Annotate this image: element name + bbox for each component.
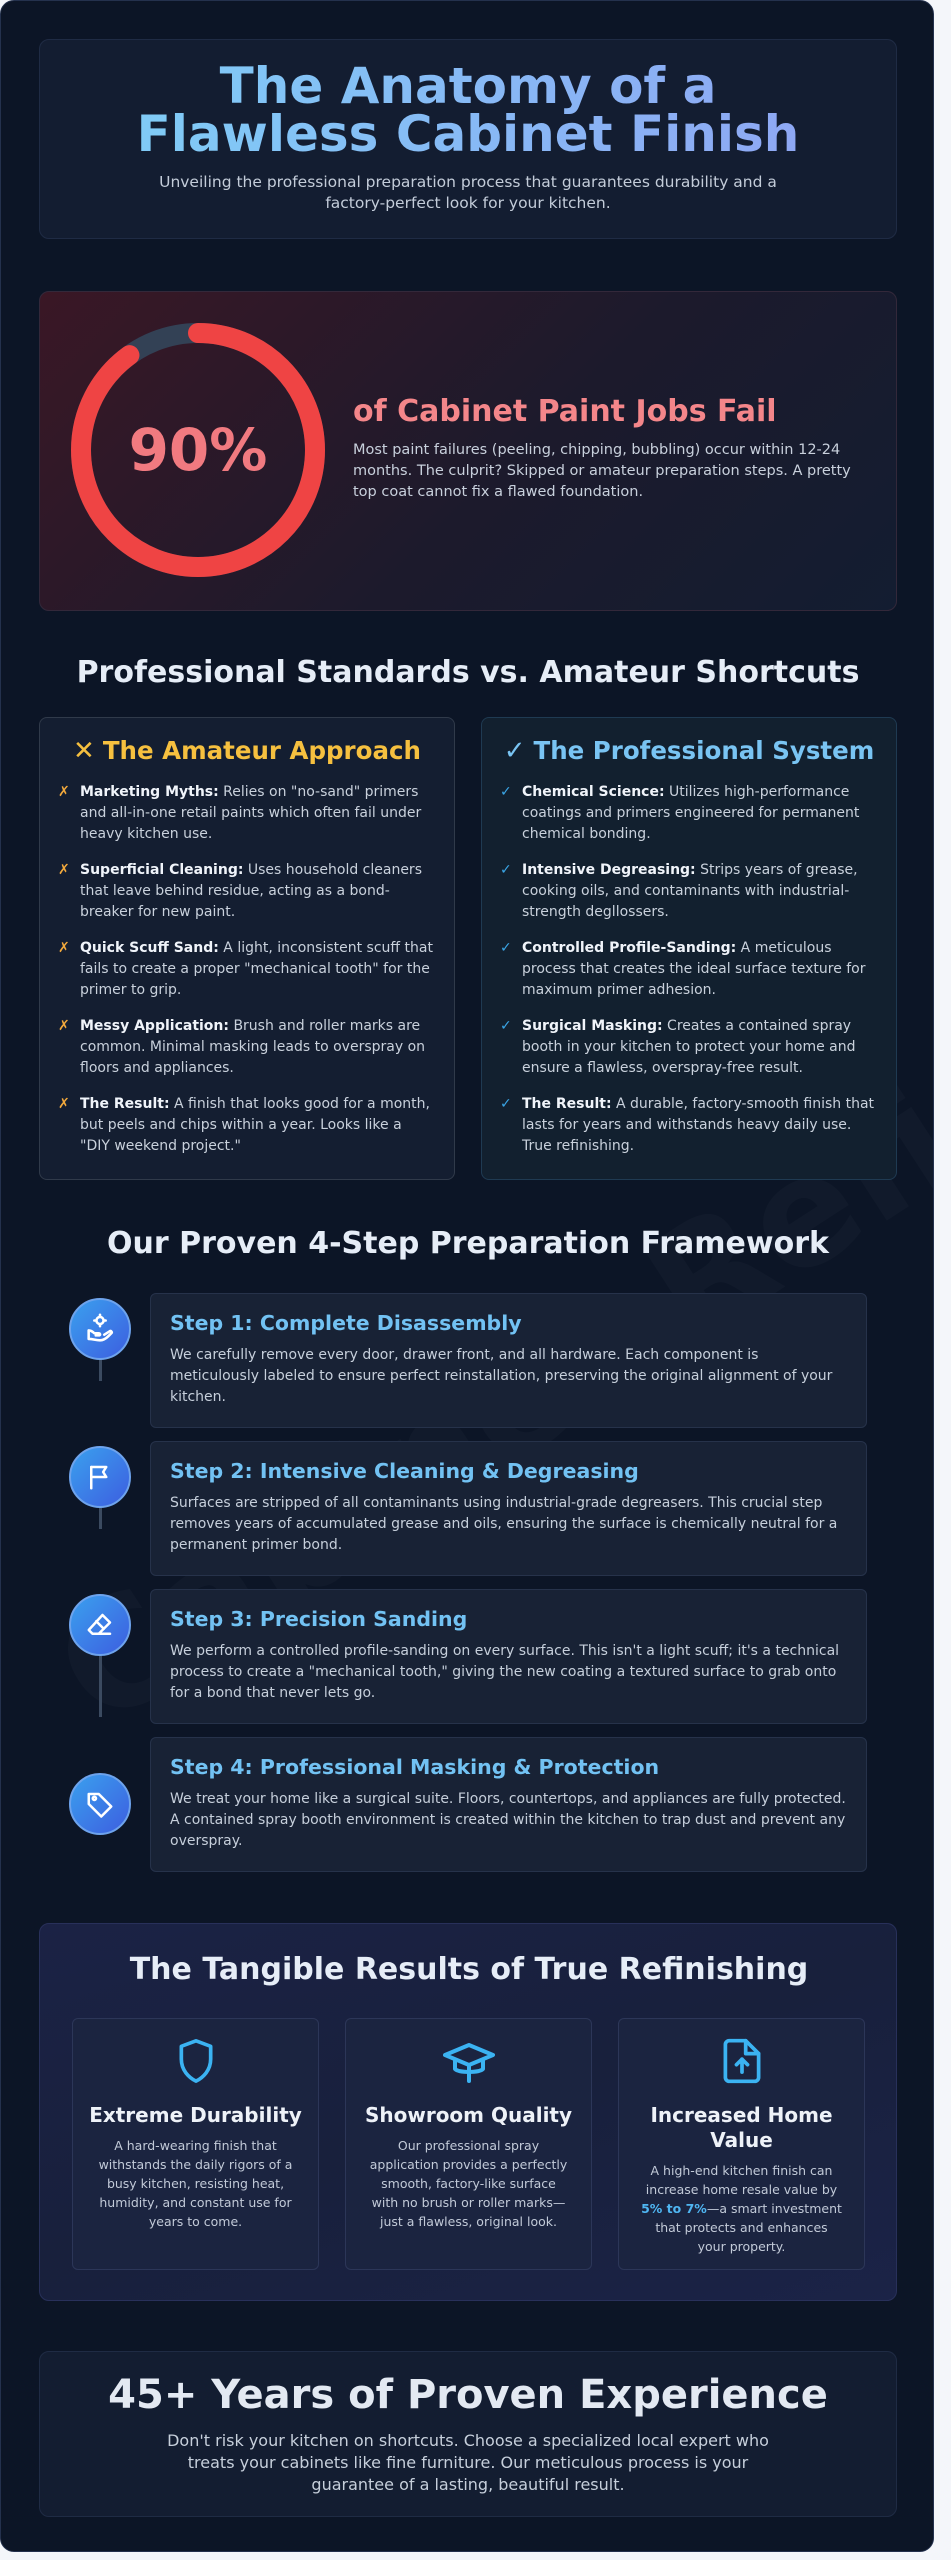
step-title: Step 3: Precision Sanding <box>170 1607 468 1631</box>
results-card <box>39 1923 897 2301</box>
tag-icon <box>69 1773 131 1835</box>
item-label: Surgical Masking: <box>522 1018 663 1034</box>
item-text: Strips years of grease, cooking oils, and contaminants with industrial-strength degllossers. <box>522 862 858 920</box>
pro-list <box>500 782 878 1172</box>
check-icon: ✓ <box>503 736 526 766</box>
item-label: Messy Application: <box>80 1018 229 1034</box>
step-card-4 <box>150 1737 867 1872</box>
item-label: Marketing Myths: <box>80 784 219 800</box>
item-text: Brush and roller marks are common. Minimal masking leads to overspray on floors and appliances. <box>80 1018 426 1076</box>
result-card-durability <box>72 2018 319 2270</box>
item-text: Creates a contained spray booth in your kitchen to protect your home and ensure a flawless, overspray-free result. <box>522 1018 856 1076</box>
pro-list-item <box>500 1016 878 1079</box>
step-title: Step 2: Intensive Cleaning & Degreasing <box>170 1459 639 1483</box>
item-text: Relies on "no-sand" primers and all-in-one retail paints which often fail under heavy kitchen use. <box>80 784 422 842</box>
cross-icon: ✗ <box>58 862 70 878</box>
page-subtitle: Unveiling the professional preparation process that guarantees durability and a factory-perfect look for your kitchen. <box>159 173 777 212</box>
item-label: Superficial Cleaning: <box>80 862 244 878</box>
step-body: We perform a controlled profile-sanding on every surface. This isn't a light scuff; it's a technical process to create a "mechanical tooth," giving the new coating a textured surface to grab onto for a bond that never lets go. <box>170 1643 840 1701</box>
mortarboard-icon <box>346 2037 591 2087</box>
framework-title: Our Proven 4-Step Preparation Framework <box>107 1226 829 1261</box>
result-title: Showroom Quality <box>364 2103 573 2127</box>
item-text: A light, inconsistent scuff that fails to create a proper "mechanical tooth" for the primer to grip. <box>80 940 433 998</box>
amateur-list-item <box>58 938 436 1001</box>
check-icon: ✓ <box>500 862 512 878</box>
experience-body: Don't risk your kitchen on shortcuts. Choose a specialized local expert who treats your cabinets like fine furniture. Our meticulous process is your guarantee of a lasting, beautiful result. <box>167 2431 769 2494</box>
result-title: Extreme Durability <box>89 2103 302 2127</box>
pro-list-item <box>500 782 878 845</box>
step-title: Step 4: Professional Masking & Protection <box>170 1755 660 1779</box>
step-card-2 <box>150 1441 867 1576</box>
cross-icon: ✗ <box>58 1018 70 1034</box>
pro-list-item <box>500 860 878 923</box>
file-upload-icon <box>619 2037 864 2087</box>
failure-stat-card <box>39 291 897 611</box>
comparison-title: Professional Standards vs. Amateur Shortcuts <box>76 655 860 690</box>
stat-headline: of Cabinet Paint Jobs Fail <box>353 394 777 429</box>
page-title: The Anatomy of a Flawless Cabinet Finish <box>100 62 836 158</box>
amateur-column <box>39 717 455 1180</box>
stat-value: 90% <box>128 416 268 484</box>
eraser-icon <box>69 1594 131 1656</box>
pro-list-item <box>500 1094 878 1157</box>
step-body: We carefully remove every door, drawer front, and all hardware. Each component is meticulously labeled to ensure perfect reinstallation, preserving the original alignment of your kitchen. <box>170 1347 833 1405</box>
stat-body: Most paint failures (peeling, chipping, bubbling) occur within 12-24 months. The culprit? Skipped or amateur preparation steps. A pretty top coat cannot fix a flawed foundation. <box>353 442 851 500</box>
result-body <box>641 2161 842 2256</box>
hand-gear-icon <box>69 1298 131 1360</box>
result-body: Our professional spray application provides a perfectly smooth, factory-like surface with no brush or roller marks—just a flawless, original look. <box>369 2138 568 2229</box>
item-label: Intensive Degreasing: <box>522 862 696 878</box>
amateur-title <box>40 736 454 768</box>
results-title: The Tangible Results of True Refinishing <box>129 1952 809 1987</box>
shield-icon <box>73 2037 318 2087</box>
pro-column <box>481 717 897 1180</box>
item-label: The Result: <box>80 1096 170 1112</box>
result-body-pre: A high-end kitchen finish can increase home resale value by <box>645 2163 838 2197</box>
check-icon: ✓ <box>500 784 512 800</box>
amateur-title-text: The Amateur Approach <box>102 736 421 765</box>
item-text: Uses household cleaners that leave behind residue, acting as a bond-breaker for new paint. <box>80 862 422 920</box>
step-body: We treat your home like a surgical suite. Floors, countertops, and appliances are fully protected. A contained spray booth environment is created within the kitchen to trap dust and prevent any overspray. <box>170 1791 846 1849</box>
amateur-list-item <box>58 1094 436 1157</box>
pro-title <box>482 736 896 768</box>
item-label: Controlled Profile-Sanding: <box>522 940 737 956</box>
cross-icon: ✗ <box>58 1096 70 1112</box>
check-icon: ✓ <box>500 1096 512 1112</box>
step-card-1 <box>150 1293 867 1428</box>
cross-icon: ✗ <box>58 940 70 956</box>
amateur-list-item <box>58 782 436 845</box>
item-text: A finish that looks good for a month, but peels and chips within a year. Looks like a "DIY weekend project." <box>80 1096 430 1154</box>
item-text: Utilizes high-performance coatings and primers engineered for permanent chemical bonding. <box>522 784 860 842</box>
amateur-list <box>58 782 436 1172</box>
flag-icon <box>69 1446 131 1508</box>
step-body: Surfaces are stripped of all contaminants using industrial-grade degreasers. This crucial step removes years of accumulated grease and oils, ensuring the surface is chemically neutral for a permanent primer bond. <box>170 1495 838 1553</box>
experience-title: 45+ Years of Proven Experience <box>108 2372 828 2418</box>
check-icon: ✓ <box>500 1018 512 1034</box>
result-highlight: 5% to 7% <box>641 2201 707 2216</box>
item-label: Chemical Science: <box>522 784 665 800</box>
step-card-3 <box>150 1589 867 1724</box>
experience-card <box>39 2351 897 2517</box>
cross-icon: ✗ <box>58 784 70 800</box>
item-label: Quick Scuff Sand: <box>80 940 219 956</box>
amateur-list-item <box>58 1016 436 1079</box>
pro-title-text: The Professional System <box>533 736 875 765</box>
check-icon: ✓ <box>500 940 512 956</box>
pro-list-item <box>500 938 878 1001</box>
item-label: The Result: <box>522 1096 612 1112</box>
result-card-quality <box>345 2018 592 2270</box>
step-title: Step 1: Complete Disassembly <box>170 1311 522 1335</box>
result-title: Increased Home Value <box>650 2103 833 2152</box>
item-text: A meticulous process that creates the ideal surface texture for maximum primer adhesion. <box>522 940 866 998</box>
result-body: A hard-wearing finish that withstands the daily rigors of a busy kitchen, resisting heat, humidity, and constant use for years to come. <box>98 2138 293 2229</box>
result-card-value <box>618 2018 865 2270</box>
header-card <box>39 39 897 239</box>
cross-icon: ✕ <box>73 736 95 766</box>
result-body-post: —a smart investment that protects and enhances your property. <box>655 2201 842 2254</box>
amateur-list-item <box>58 860 436 923</box>
item-text: A durable, factory-smooth finish that lasts for years and withstands heavy daily use. True refinishing. <box>522 1096 875 1154</box>
